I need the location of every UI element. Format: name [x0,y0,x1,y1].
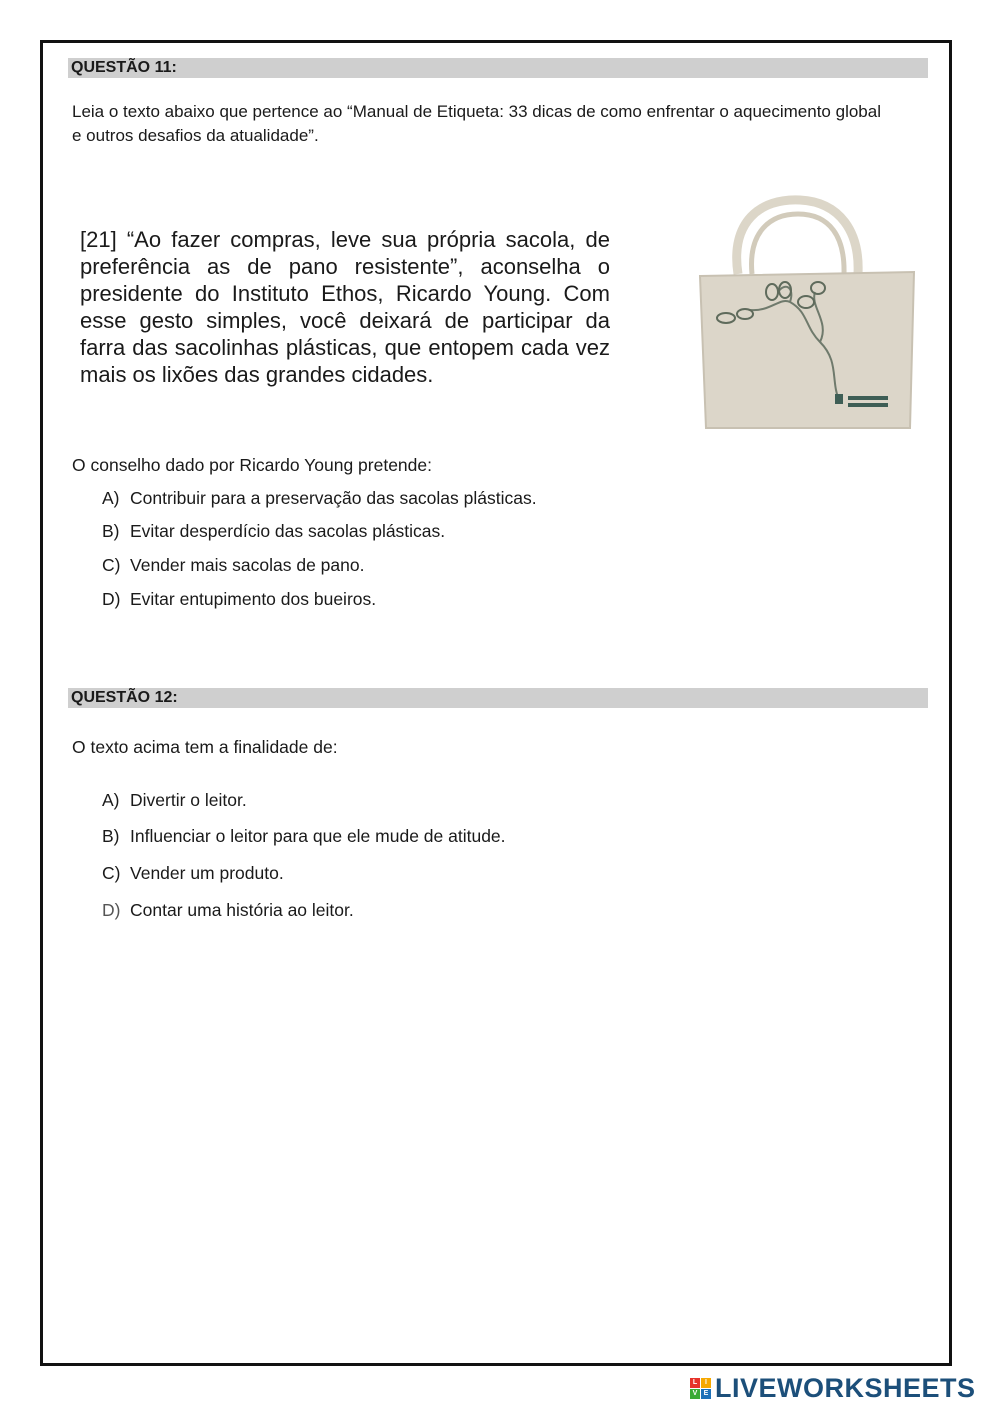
question-11-option-b[interactable] [102,521,445,542]
option-letter: C) [102,555,121,575]
option-letter: D) [102,589,121,609]
question-12-option-a[interactable] [102,790,247,811]
cloth-bag-image [690,192,920,432]
liveworksheets-logo [690,1374,976,1402]
option-letter: B) [102,521,120,541]
option-letter: B) [102,826,120,846]
question-12-option-b[interactable] [102,826,506,847]
brand-name: LIVEWORKSHEETS [715,1372,976,1403]
option-text: Evitar entupimento dos bueiros. [130,589,377,609]
question-11-option-d[interactable] [102,589,376,610]
question-12-option-c[interactable] [102,863,284,884]
question-11-prompt: O conselho dado por Ricardo Young pretende: [72,455,432,475]
option-letter: D) [102,900,121,920]
option-text: Divertir o leitor. [130,790,247,810]
option-text: Contribuir para a preservação das sacolas plásticas. [130,488,537,508]
option-letter: C) [102,863,121,883]
option-text: Influenciar o leitor para que ele mude de atitude. [130,826,506,846]
question-12-option-d[interactable] [102,900,354,921]
option-text: Vender mais sacolas de pano. [130,555,365,575]
option-text: Evitar desperdício das sacolas plásticas. [130,521,446,541]
logo-cube-icon [690,1378,711,1399]
question-11-header: QUESTÃO 11: [68,58,928,78]
question-11-quote: [21] “Ao fazer compras, leve sua própria sacola, de preferência as de pano resistente”, aconselha o presidente do Instituto Ethos, Ricardo Young. Com esse gesto simples, você deixará de participar da farra das sacolinhas plásticas, que entopem cada vez mais os lixões das grandes cidades. [80,227,610,387]
cube-letter: V [690,1389,700,1399]
question-11-option-a[interactable] [102,488,537,509]
option-letter: A) [102,488,120,508]
cube-letter: L [690,1378,700,1388]
question-12-header: QUESTÃO 12: [68,688,928,708]
question-12-prompt: O texto acima tem a finalidade de: [72,737,338,757]
cube-letter: E [701,1389,711,1399]
question-11-intro: Leia o texto abaixo que pertence ao “Manual de Etiqueta: 33 dicas de como enfrentar o aquecimento global e outros desafios da atualidade”. [72,102,881,145]
question-11-option-c[interactable] [102,555,364,576]
option-text: Contar uma história ao leitor. [130,900,354,920]
option-text: Vender um produto. [130,863,284,883]
option-letter: A) [102,790,120,810]
cube-letter: I [701,1378,711,1388]
